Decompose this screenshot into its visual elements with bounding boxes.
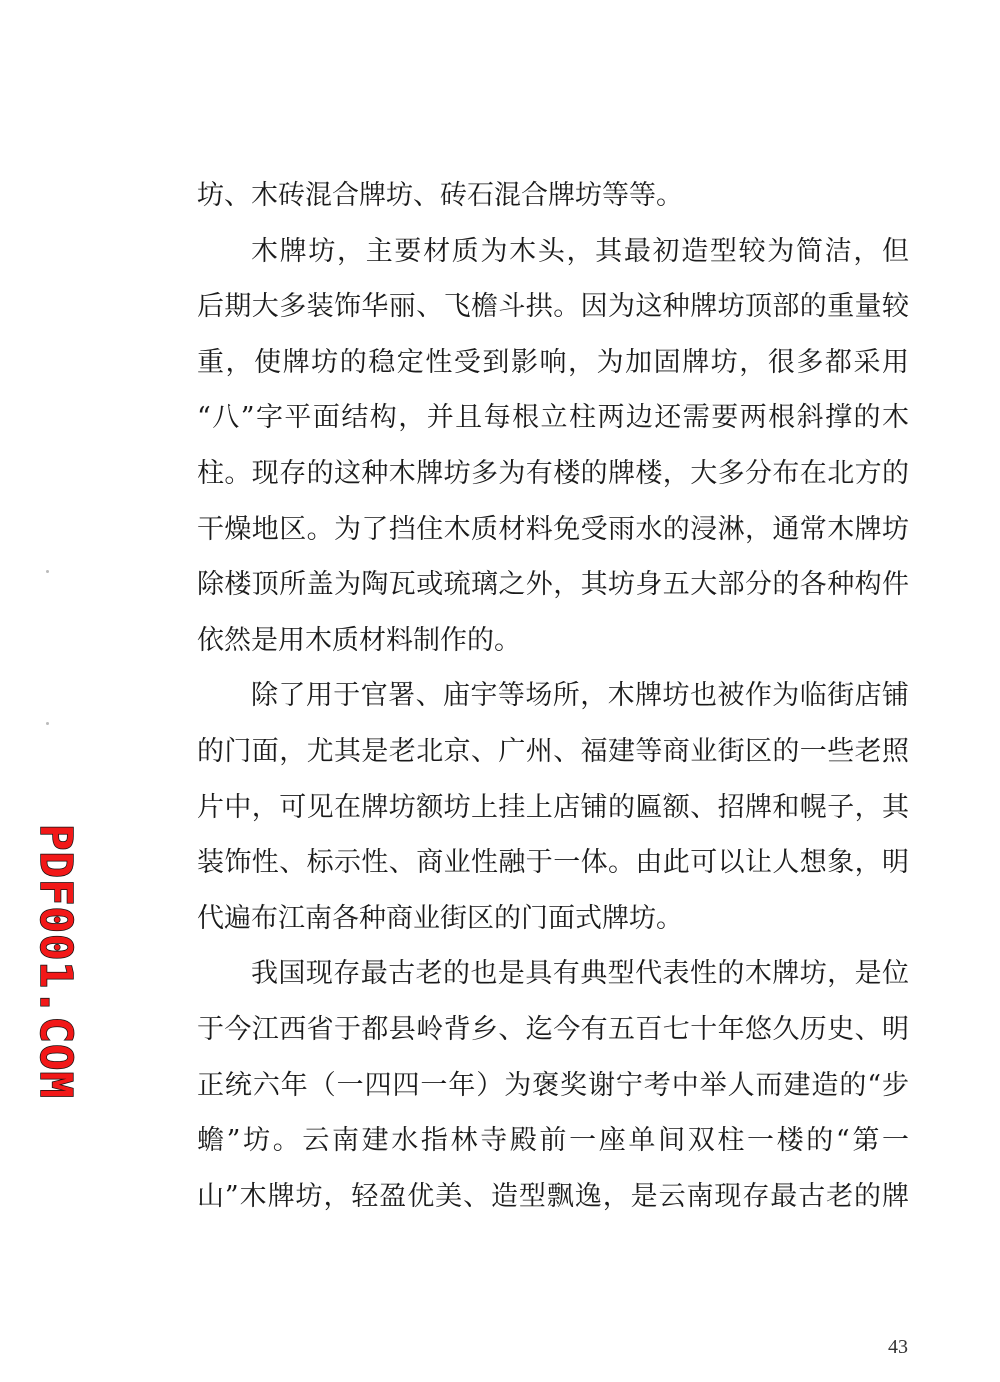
- text-line: 代遍布江南各种商业街区的门面式牌坊。: [197, 902, 683, 934]
- paragraph: [197, 224, 909, 669]
- text-line: 柱。现存的这种木牌坊多为有楼的牌楼，大多分布在北方的: [197, 457, 909, 489]
- watermark: [29, 823, 81, 1099]
- text-line: 我国现存最古老的也是具有典型代表性的木牌坊，是位: [251, 958, 909, 990]
- page-number: 43: [888, 1336, 908, 1358]
- text-line: 后期大多装饰华丽、飞檐斗拱。因为这种牌坊顶部的重量较: [197, 291, 909, 323]
- watermark-text: PDF001.COM: [29, 823, 81, 1099]
- text-line: 坊、木砖混合牌坊、砖石混合牌坊等等。: [197, 180, 683, 211]
- text-line: 除楼顶所盖为陶瓦或琉璃之外，其坊身五大部分的各种构件: [197, 569, 909, 601]
- text-line: 蟾”坊。云南建水指林寺殿前一座单间双柱一楼的“第一: [197, 1125, 909, 1157]
- text-line: 正统六年（一四四一年）为褒奖谢宁考中举人而建造的“步: [197, 1069, 909, 1101]
- paragraph: [197, 668, 909, 946]
- text-line: 装饰性、标示性、商业性融于一体。由此可以让人想象，明: [197, 847, 909, 879]
- text-line: 的门面，尤其是老北京、广州、福建等商业街区的一些老照: [197, 735, 909, 767]
- text-line: “八”字平面结构，并且每根立柱两边还需要两根斜撑的木: [197, 402, 909, 434]
- text-line: 除了用于官署、庙宇等场所，木牌坊也被作为临街店铺: [251, 680, 909, 712]
- text-line: 于今江西省于都县岭背乡、迄今有五百七十年悠久历史、明: [197, 1013, 909, 1045]
- text-line: 片中，可见在牌坊额坊上挂上店铺的匾额、招牌和幌子，其: [197, 791, 909, 823]
- text-line: 依然是用木质材料制作的。: [197, 624, 521, 656]
- text-line: 木牌坊，主要材质为木头，其最初造型较为简洁，但: [251, 235, 909, 267]
- paragraph: [197, 168, 909, 224]
- paragraph: [197, 946, 909, 1224]
- text-line: 干燥地区。为了挡住木质材料免受雨水的浸淋，通常木牌坊: [197, 513, 909, 545]
- margin-dot: [46, 570, 49, 573]
- text-line: 重，使牌坊的稳定性受到影响，为加固牌坊，很多都采用: [197, 346, 909, 378]
- margin-dot: [46, 722, 49, 725]
- body-text: [197, 168, 909, 1224]
- text-line: 山”木牌坊，轻盈优美、造型飘逸，是云南现存最古老的牌: [197, 1180, 909, 1212]
